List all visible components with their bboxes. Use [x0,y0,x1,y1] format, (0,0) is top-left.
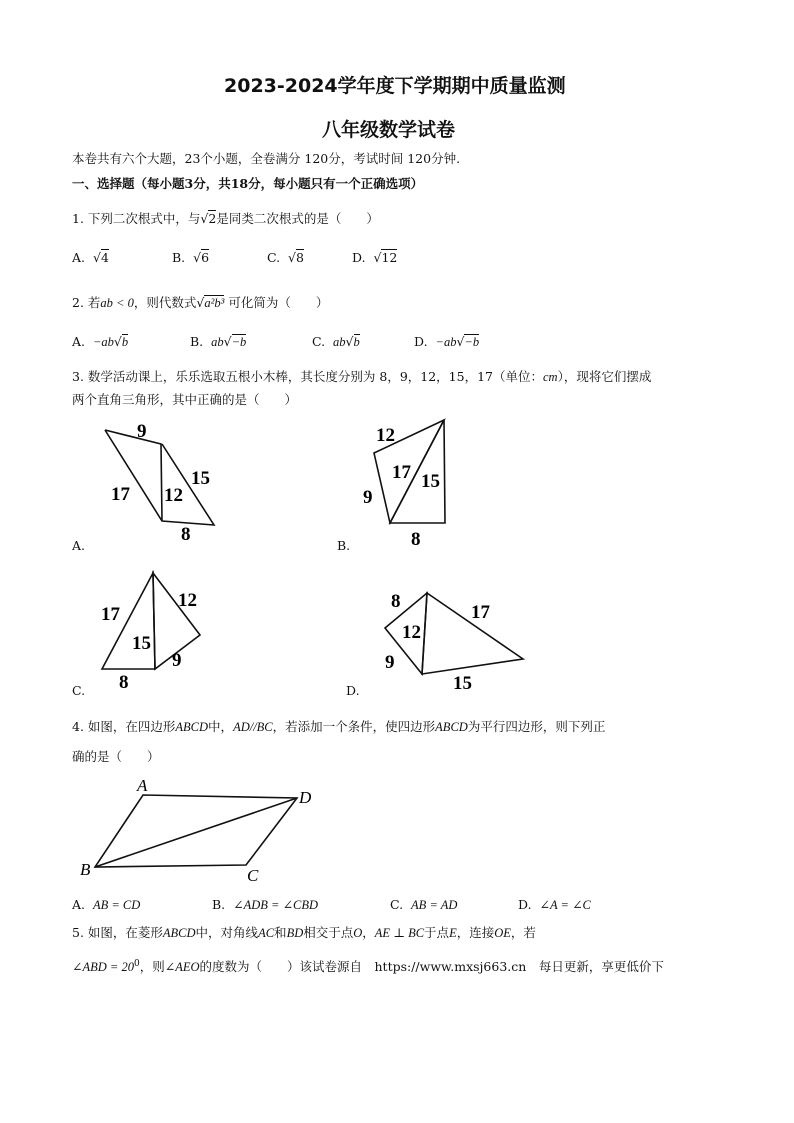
q1-option-c[interactable]: C. √8 [267,250,304,265]
q5-math: ABCD [162,926,196,940]
question-3-line-1 [72,367,651,385]
side-label: 15 [453,673,472,694]
question-4-line-2: 确的是（ ） [72,749,160,764]
q4-parallel: AD//BC [233,720,273,734]
side-label: 15 [191,468,210,489]
q4-quad: ABCD [435,720,468,734]
q1-option-d[interactable]: D. √12 [352,250,398,265]
q2-condition: ab < 0 [100,296,134,310]
q4-text: 中， [208,719,234,734]
question-5-line-2 [72,957,664,975]
question-2-stem: 2. 若ab < 0，则代数式√a²b³ 可化简为（ ） [72,295,329,310]
q5-text: ，连接 [456,925,495,940]
q4-option-c[interactable] [390,897,457,913]
q5-text: 的度数为（ ）该试卷源自 https://www.mxsj663.cn 每日更新，享更低价下 [199,959,664,974]
q1-stem-post: 是同类二次根式的是（ ） [216,211,379,226]
q4-option-b[interactable] [212,897,318,913]
q5-text: 中，对角线 [195,925,259,940]
side-label: 15 [132,633,151,654]
q5-text: 相交于点 [303,925,354,940]
q1-stem-radicand: 2 [208,211,217,226]
side-label: 15 [421,471,440,492]
side-label: 17 [392,462,411,483]
question-5-line-1 [72,923,536,941]
figure-d [375,585,535,695]
option-radicand: 6 [201,250,210,265]
sqrt-symbol: √ [200,211,209,226]
side-label: 12 [376,425,395,446]
option-label: C. [267,250,281,265]
q1-option-a[interactable]: A. √4 [72,250,109,265]
q3-text-end: ），现将它们摆成 [557,369,652,384]
figure-c [92,567,212,697]
figure-a-label[interactable]: A. [72,538,86,553]
option-label: D. [414,334,428,349]
figure-d-label[interactable]: D. [346,683,360,698]
option-label: C. [390,897,404,912]
q5-math: O [353,926,363,940]
option-text: ∠ADB = ∠CBD [233,898,319,912]
option-coefficient: −ab [435,335,457,349]
option-text: AB = CD [92,898,141,912]
figure-a [95,418,235,548]
question-4-line-1 [72,717,605,735]
q5-math: E [449,926,457,940]
q5-math: ∠AEO [164,960,200,974]
option-label: B. [190,334,204,349]
q4-quad: ABCD [175,720,209,734]
side-label: 9 [172,650,182,671]
q4-text: 4. 如图，在四边形 [72,719,176,734]
option-label: D. [352,250,366,265]
q5-text: 5. 如图，在菱形 [72,925,163,940]
q4-option-d[interactable] [518,897,591,913]
q4-text: 为平行四边形，则下列正 [467,719,606,734]
option-radicand: b [353,335,360,349]
side-label: 9 [137,421,147,442]
vertex-label-c: C [247,866,259,885]
q5-math: AC [258,926,275,940]
option-radicand: b [121,335,129,349]
q5-text: 和 [274,925,287,940]
q2-expression: a²b³ [204,296,225,310]
q5-math: OE [494,926,511,940]
option-radicand: 8 [296,250,304,265]
parallelogram-figure [75,775,325,890]
vertex-label-a: A [137,776,148,795]
option-label: C. [312,334,326,349]
option-coefficient: −ab [92,335,114,349]
figure-b [360,415,460,550]
question-1-stem [72,209,379,227]
option-coefficient: ab [211,335,224,349]
side-label: 9 [385,652,395,673]
q4-text: ，若添加一个条件，使四边形 [272,719,436,734]
q3-unit: cm [543,370,558,384]
q2-option-b[interactable]: B. ab√−b [190,334,247,349]
q5-text: ，若 [510,925,536,940]
side-label: 8 [119,672,129,693]
option-label: A. [72,334,86,349]
q1-stem-pre: 1. 下列二次根式中，与 [72,211,201,226]
side-label: 17 [111,484,130,505]
section-heading: 一、选择题（每小题3分，共18分，每小题只有一个正确选项） [72,176,424,191]
option-label: A. [72,897,86,912]
diagonal-bd [95,798,297,867]
option-text: AB = AD [411,898,458,912]
q2-option-d[interactable]: D. −ab√−b [414,334,480,349]
option-radicand: 12 [381,250,398,265]
side-label: 12 [164,485,183,506]
q2-option-a[interactable]: A. −ab√b [72,334,129,349]
option-radicand: −b [231,335,247,349]
q5-math: BD [286,926,304,940]
side-label: 8 [391,591,401,612]
q5-degree: 0 [133,958,140,969]
side-label: 12 [178,590,197,611]
vertex-label-d: D [299,788,312,807]
side-label: 8 [411,529,421,550]
side-label: 8 [181,524,191,545]
q2-stem-pre: 2. 若 [72,295,101,310]
q5-text: ， [362,925,375,940]
q4-option-a[interactable] [72,897,140,913]
page-subtitle: 八年级数学试卷 [322,119,456,141]
question-3-line-2: 两个直角三角形，其中正确的是（ ） [72,392,298,407]
option-coefficient: ab [333,335,346,349]
q5-text: ，则 [139,959,165,974]
side-label: 17 [101,604,120,625]
exam-intro: 本卷共有六个大题，23个小题，全卷满分 120分，考试时间 120分钟. [72,151,461,166]
side-label: 12 [402,622,421,643]
q5-math: AE ⊥ BC [374,926,425,940]
q2-stem-mid: ，则代数式 [133,295,197,310]
q2-stem-post: 可化简为（ ） [228,295,329,310]
figure-c-label[interactable]: C. [72,683,86,698]
page-title: 2023-2024学年度下学期期中质量监测 [224,75,566,97]
option-text: ∠A = ∠C [539,898,591,912]
figure-b-label[interactable]: B. [337,538,351,553]
option-label: B. [172,250,186,265]
option-label: D. [518,897,532,912]
q5-math: ∠ABD = 20 [72,960,134,974]
option-radicand: 4 [100,250,109,265]
q1-option-b[interactable]: B. √6 [172,250,210,265]
q5-text: 于点 [424,925,450,940]
vertex-label-b: B [80,860,91,879]
option-radicand: −b [464,335,480,349]
side-label: 9 [363,487,373,508]
q2-option-c[interactable]: C. ab√b [312,334,360,349]
q3-text: 3. 数学活动课上，乐乐选取五根小木棒，其长度分别为 8，9，12，15，17（单位： [72,369,543,384]
option-label: B. [212,897,226,912]
option-label: A. [72,250,86,265]
side-label: 17 [471,602,490,623]
